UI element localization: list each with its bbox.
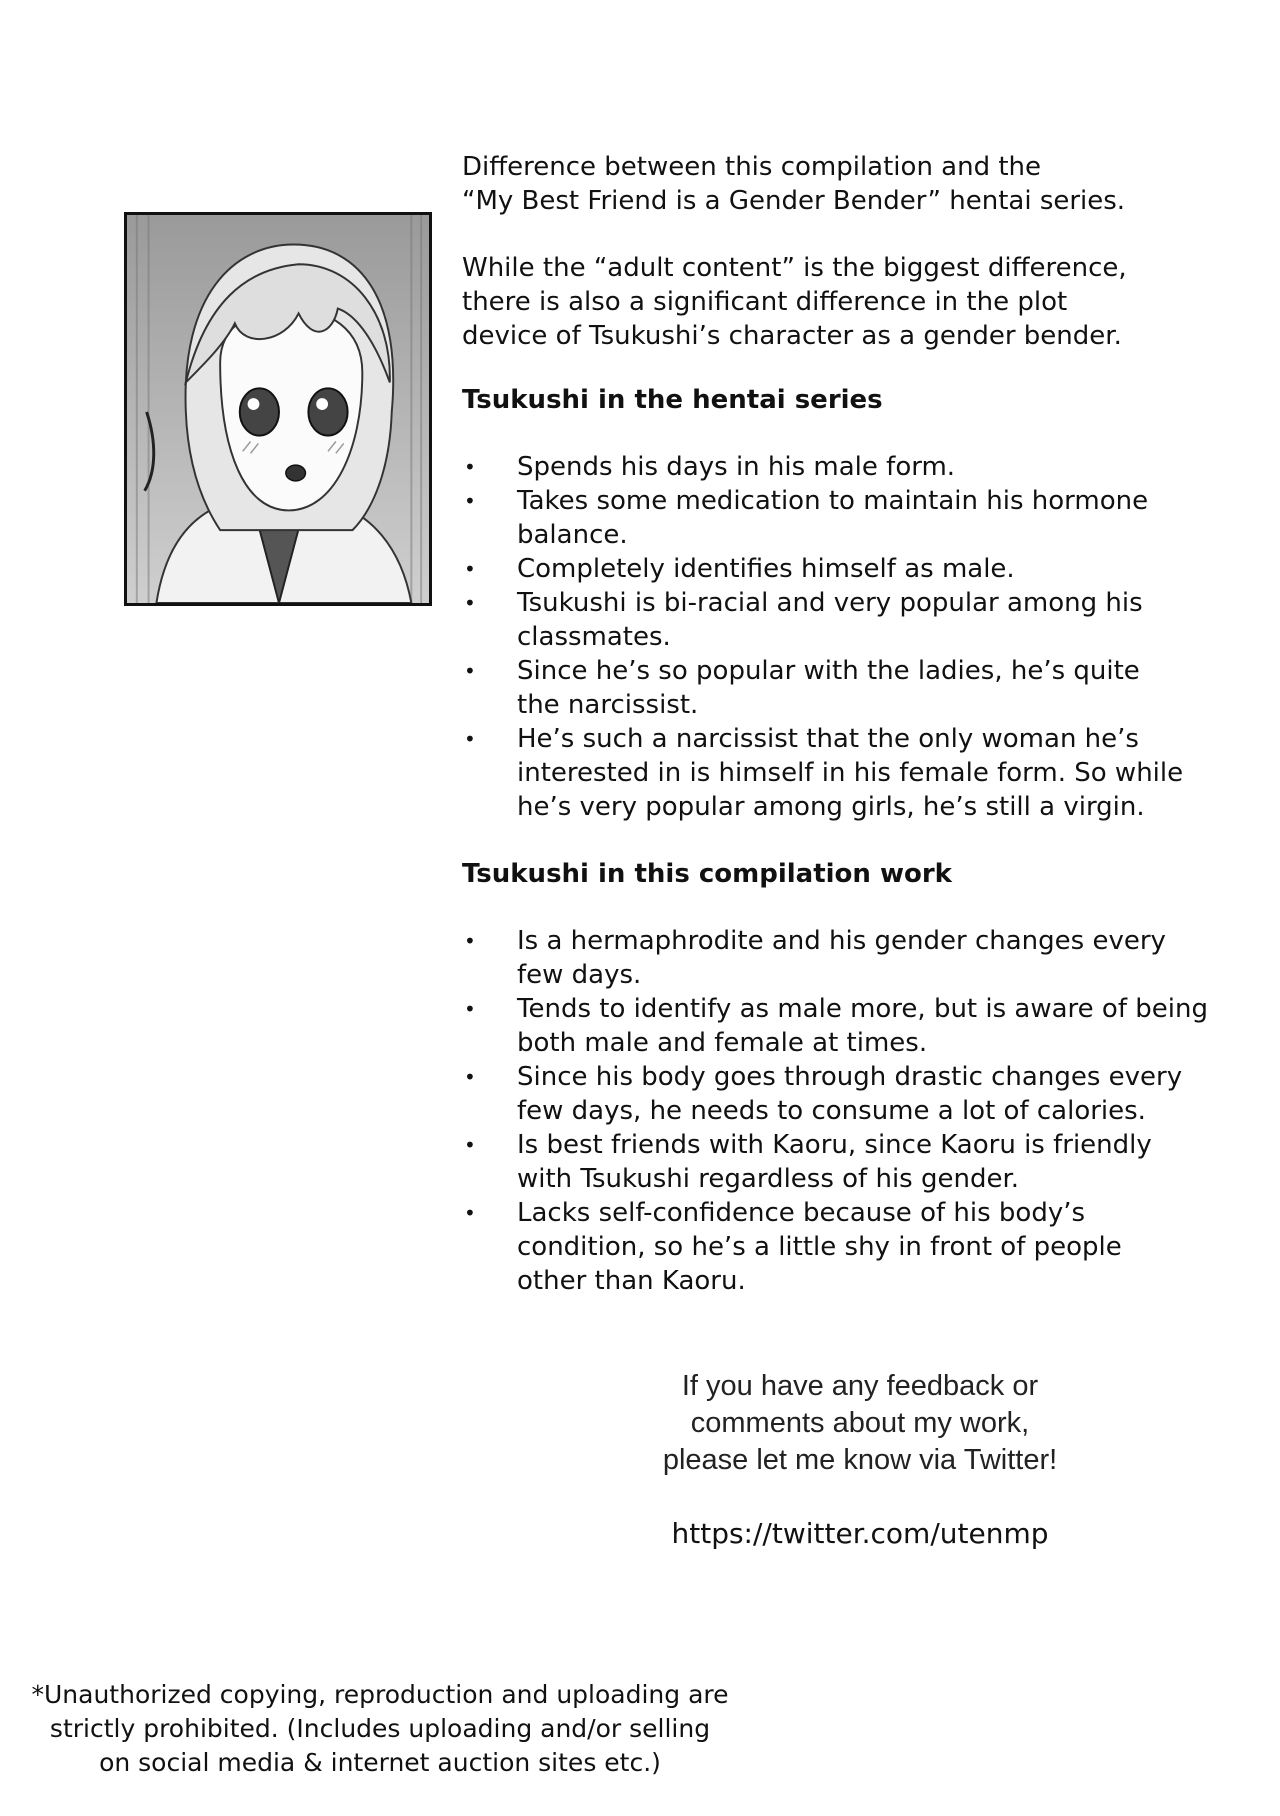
feedback-line: please let me know via Twitter! [662,1444,1058,1476]
list-item-line: Completely identifies himself as male. [517,554,1015,584]
intro-line: device of Tsukushi’s character as a gender bender. [462,321,1122,351]
list-item-line: other than Kaoru. [517,1266,746,1296]
intro-line: there is also a significant difference in the plot [462,287,1068,317]
compilation-list [462,924,1222,1298]
list-item-line: the narcissist. [517,690,699,720]
list-item [462,1196,1222,1298]
list-item-line: Is best friends with Kaoru, since Kaoru is friendly [517,1130,1152,1160]
copyright-line: *Unauthorized copying, reproduction and uploading are [31,1680,729,1709]
section-heading-hentai-series: Tsukushi in the hentai series [462,385,883,415]
feedback-block [610,1368,1110,1552]
list-item [462,450,1222,484]
list-item-line: Takes some medication to maintain his hormone [517,486,1149,516]
bullet-icon: • [464,1133,476,1157]
bullet-icon: • [464,489,476,513]
hentai-series-list [462,450,1222,824]
character-illustration [124,212,432,606]
section-heading-compilation: Tsukushi in this compilation work [462,859,952,889]
list-item [462,586,1222,654]
intro-paragraph [462,150,1222,218]
bullet-icon: • [464,591,476,615]
list-item-line: He’s such a narcissist that the only woman he’s [517,724,1139,754]
list-item-line: Lacks self-confidence because of his body’s [517,1198,1086,1228]
list-item-line: Tsukushi is bi-racial and very popular among his [517,588,1143,618]
list-item-line: Tends to identify as male more, but is aware of being [517,994,1208,1024]
intro-line: Difference between this compilation and the [462,152,1042,182]
bullet-icon: • [464,929,476,953]
bullet-icon: • [464,997,476,1021]
list-item-line: few days. [517,960,642,990]
list-item [462,484,1222,552]
list-item-line: condition, so he’s a little shy in front of people [517,1232,1122,1262]
feedback-line: comments about my work, [690,1407,1030,1439]
list-item-line: Since he’s so popular with the ladies, he’s quite [517,656,1140,686]
list-item-line: both male and female at times. [517,1028,928,1058]
bullet-icon: • [464,455,476,479]
feedback-line: If you have any feedback or [681,1370,1039,1402]
character-portrait-icon [127,215,429,603]
list-item [462,1128,1222,1196]
list-item-line: classmates. [517,622,671,652]
twitter-link[interactable]: https://twitter.com/utenmp [671,1517,1049,1550]
intro-line: While the “adult content” is the biggest difference, [462,253,1127,283]
bullet-icon: • [464,557,476,581]
list-item-line: with Tsukushi regardless of his gender. [517,1164,1020,1194]
list-item [462,552,1222,586]
list-item-line: he’s very popular among girls, he’s still a virgin. [517,792,1145,822]
bullet-icon: • [464,1065,476,1089]
main-text-block [462,150,1222,1298]
list-item-line: few days, he needs to consume a lot of calories. [517,1096,1146,1126]
list-item-line: Spends his days in his male form. [517,452,956,482]
intro-paragraph [462,251,1222,353]
list-item [462,1060,1222,1128]
bullet-icon: • [464,1201,476,1225]
bullet-icon: • [464,659,476,683]
list-item-line: interested in is himself in his female form. So while [517,758,1184,788]
intro-line: “My Best Friend is a Gender Bender” hentai series. [462,186,1126,216]
copyright-line: strictly prohibited. (Includes uploading and/or selling [49,1714,711,1743]
bullet-icon: • [464,727,476,751]
list-item [462,654,1222,722]
copyright-line: on social media & internet auction sites etc.) [99,1748,661,1777]
list-item-line: balance. [517,520,628,550]
list-item-line: Since his body goes through drastic changes every [517,1062,1183,1092]
list-item [462,924,1222,992]
list-item [462,722,1222,824]
list-item-line: Is a hermaphrodite and his gender changes every [517,926,1166,956]
copyright-notice [30,1678,730,1780]
list-item [462,992,1222,1060]
